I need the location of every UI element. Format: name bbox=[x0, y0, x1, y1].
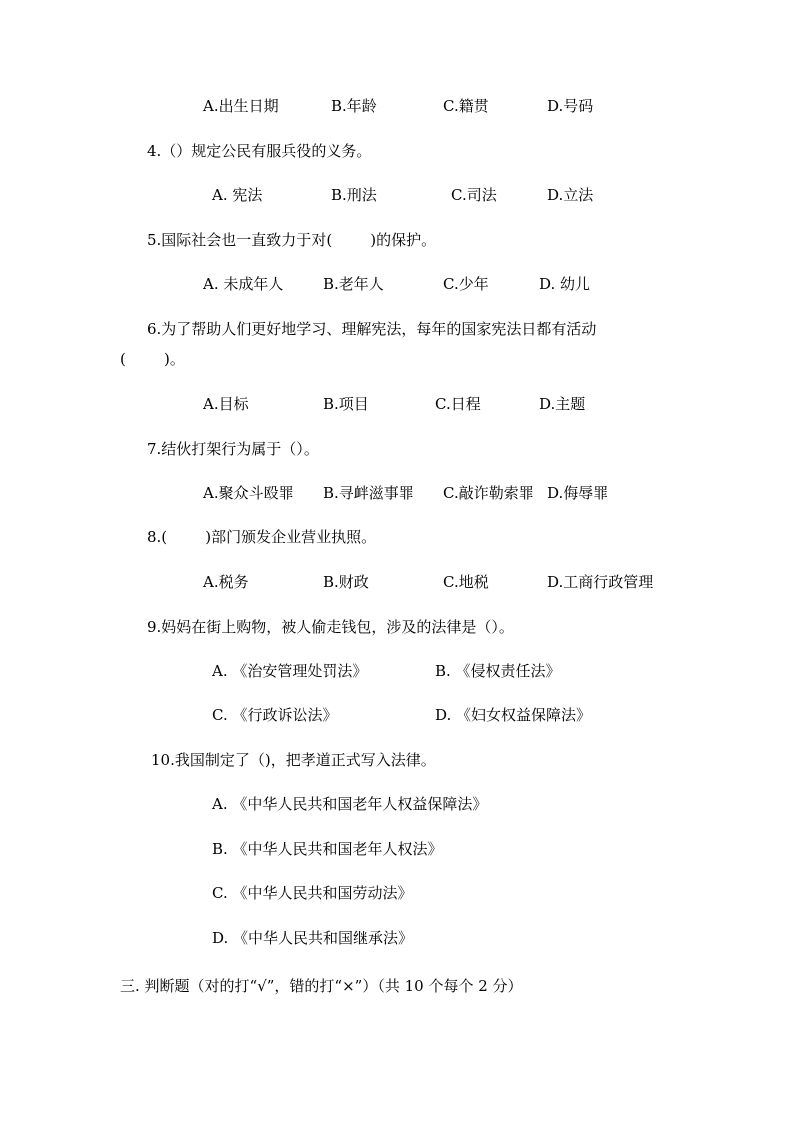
q6-option-d: D.主题 bbox=[539, 395, 586, 413]
q4-option-a: A. 宪法 bbox=[212, 186, 263, 204]
q5-option-d: D. 幼儿 bbox=[539, 275, 591, 293]
q3-option-c: C.籍贯 bbox=[443, 97, 489, 115]
q5-stem: 5.国际社会也一直致力于对( )的保护。 bbox=[147, 231, 437, 249]
q10-stem: 10.我国制定了（)，把孝道正式写入法律。 bbox=[151, 751, 436, 769]
q7-option-d: D.侮辱罪 bbox=[547, 484, 609, 502]
q5-option-a: A. 未成年人 bbox=[203, 275, 284, 293]
q4-option-c: C.司法 bbox=[451, 186, 497, 204]
q3-option-b: B.年龄 bbox=[331, 97, 377, 115]
q6-option-a: A.目标 bbox=[203, 395, 249, 413]
q5-option-b: B.老年人 bbox=[323, 275, 384, 293]
q7-option-a: A.聚众斗殴罪 bbox=[203, 484, 294, 502]
q3-option-a: A.出生日期 bbox=[203, 97, 279, 115]
q5-option-c: C.少年 bbox=[443, 275, 489, 293]
q7-option-c: C.敲诈勒索罪 bbox=[443, 484, 534, 502]
q8-stem: 8.( )部门颁发企业营业执照。 bbox=[147, 528, 377, 546]
q9-option-a: A. 《治安管理处罚法》 bbox=[212, 662, 368, 680]
q10-option-c: C. 《中华人民共和国劳动法》 bbox=[212, 884, 413, 902]
q6-stem-line1: 6.为了帮助人们更好地学习、理解宪法，每年的国家宪法日都有活动 bbox=[147, 320, 597, 338]
q3-option-d: D.号码 bbox=[547, 97, 594, 115]
q9-option-d: D. 《妇女权益保障法》 bbox=[435, 706, 592, 724]
q8-option-a: A.税务 bbox=[203, 573, 249, 591]
section3-heading: 三. 判断题（对的打“√”，错的打“×”）（共 10 个每个 2 分） bbox=[120, 977, 523, 995]
q4-stem: 4.（）规定公民有服兵役的义务。 bbox=[147, 142, 372, 160]
q7-option-b: B.寻衅滋事罪 bbox=[323, 484, 414, 502]
q9-option-b: B. 《侵权责任法》 bbox=[435, 662, 561, 680]
q4-option-b: B.刑法 bbox=[331, 186, 377, 204]
q6-stem-line2: ( )。 bbox=[120, 350, 185, 368]
q6-option-c: C.日程 bbox=[435, 395, 481, 413]
q10-option-b: B. 《中华人民共和国老年人权法》 bbox=[212, 840, 443, 858]
q9-option-c: C. 《行政诉讼法》 bbox=[212, 706, 338, 724]
q8-option-c: C.地税 bbox=[443, 573, 489, 591]
q9-stem: 9.妈妈在街上购物，被人偷走钱包，涉及的法律是（）。 bbox=[147, 618, 514, 636]
q10-option-d: D. 《中华人民共和国继承法》 bbox=[212, 929, 414, 947]
q8-option-b: B.财政 bbox=[323, 573, 369, 591]
q7-stem: 7.结伙打架行为属于（）。 bbox=[147, 440, 319, 458]
q10-option-a: A. 《中华人民共和国老年人权益保障法》 bbox=[212, 795, 488, 813]
q4-option-d: D.立法 bbox=[547, 186, 594, 204]
q8-option-d: D.工商行政管理 bbox=[547, 573, 654, 591]
q6-option-b: B.项目 bbox=[323, 395, 369, 413]
